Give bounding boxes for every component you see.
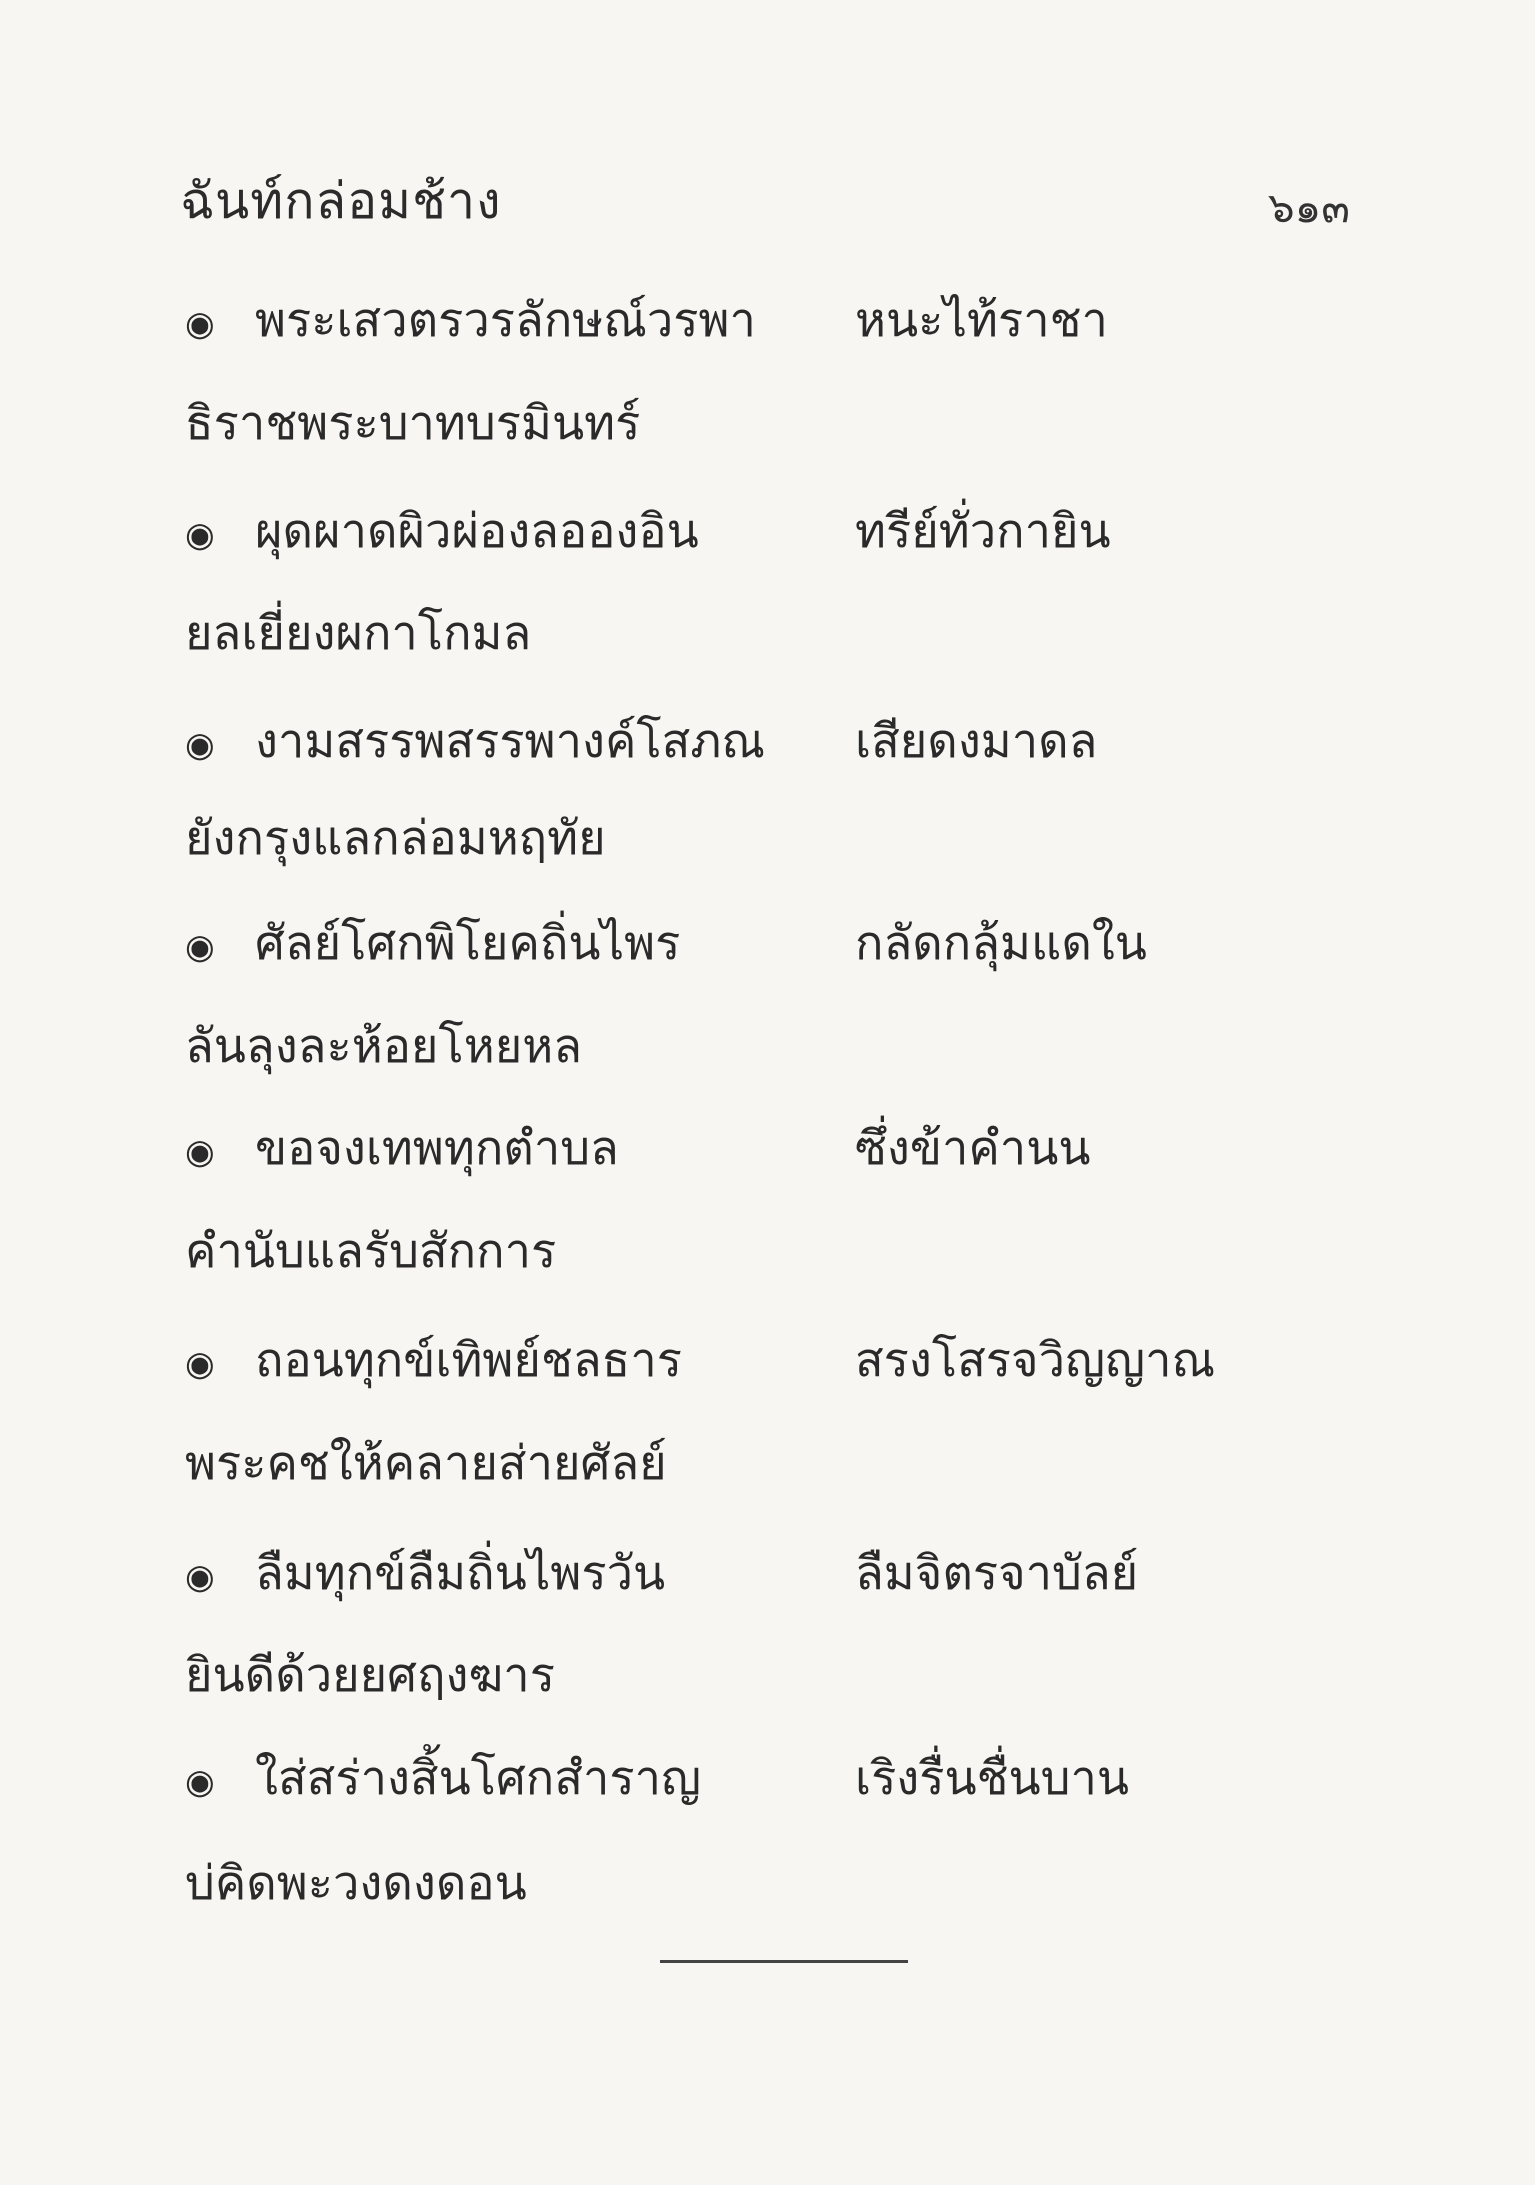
verse-second-half: กลัดกลุ้มแดใน [855, 916, 1147, 971]
verse-line [185, 1740, 1129, 1815]
verse-continuation: ยินดีด้วยยศฤงฆาร [185, 1648, 555, 1703]
bullet-icon: ◉ [185, 927, 215, 967]
verse-second-half: เสียดงมาดล [855, 714, 1098, 769]
verse-line [185, 703, 1097, 778]
verse-continuation: ยลเยี่ยงผกาโกมล [185, 606, 532, 661]
verse-second-half: หนะไท้ราชา [855, 293, 1108, 348]
verse-continuation: ธิราชพระบาทบรมินทร์ [185, 396, 641, 451]
bullet-icon: ◉ [185, 1132, 215, 1172]
verse-line [185, 1322, 1215, 1397]
bullet-icon: ◉ [185, 725, 215, 765]
verse-line [185, 905, 1147, 980]
verse-first-half: ศัลย์โศกพิโยคถิ่นไพร [255, 916, 681, 971]
bullet-icon: ◉ [185, 1762, 215, 1802]
verse-second-half: ลืมจิตรจาบัลย์ [855, 1546, 1139, 1601]
verse-line [185, 282, 1108, 357]
verse-first-half: พระเสวตรวรลักษณ์วรพา [255, 293, 756, 348]
verse-continuation: คำนับแลรับสักการ [185, 1224, 557, 1279]
page-number: ๖๑๓ [1267, 183, 1350, 232]
verse-first-half: ผุดผาดผิวผ่องลอองอิน [255, 504, 699, 559]
bullet-icon: ◉ [185, 304, 215, 344]
verse-line [185, 493, 1111, 568]
verse-first-half: ขอจงเทพทุกตำบล [255, 1121, 619, 1176]
verse-second-half: เริงรื่นชื่นบาน [855, 1751, 1130, 1806]
bullet-icon: ◉ [185, 1557, 215, 1597]
verse-line [185, 1535, 1138, 1610]
bullet-icon: ◉ [185, 515, 215, 555]
verse-line [185, 1110, 1090, 1185]
verse-continuation: ลันลุงละห้อยโหยหล [185, 1019, 583, 1074]
verse-second-half: สรงโสรจวิญญาณ [855, 1333, 1216, 1388]
verse-first-half: ถอนทุกข์เทิพย์ชลธาร [255, 1333, 682, 1388]
verse-continuation: พระคชให้คลายส่ายศัลย์ [185, 1436, 667, 1491]
page-title: ฉันท์กล่อมช้าง [180, 172, 502, 230]
verse-second-half: ทรีย์ทั่วกายิน [855, 504, 1111, 559]
verse-first-half: ลืมทุกข์ลืมถิ่นไพรวัน [255, 1546, 666, 1601]
verse-continuation: บ่คิดพะวงดงดอน [185, 1856, 527, 1911]
verse-first-half: งามสรรพสรรพางค์โสภณ [255, 714, 765, 769]
bullet-icon: ◉ [185, 1344, 215, 1384]
verse-continuation: ยังกรุงแลกล่อมหฤทัย [185, 811, 606, 866]
verse-first-half: ใส่สร่างสิ้นโศกสำราญ [255, 1751, 702, 1806]
end-divider [660, 1960, 908, 1963]
verse-second-half: ซึ่งข้าคำนน [855, 1121, 1091, 1176]
